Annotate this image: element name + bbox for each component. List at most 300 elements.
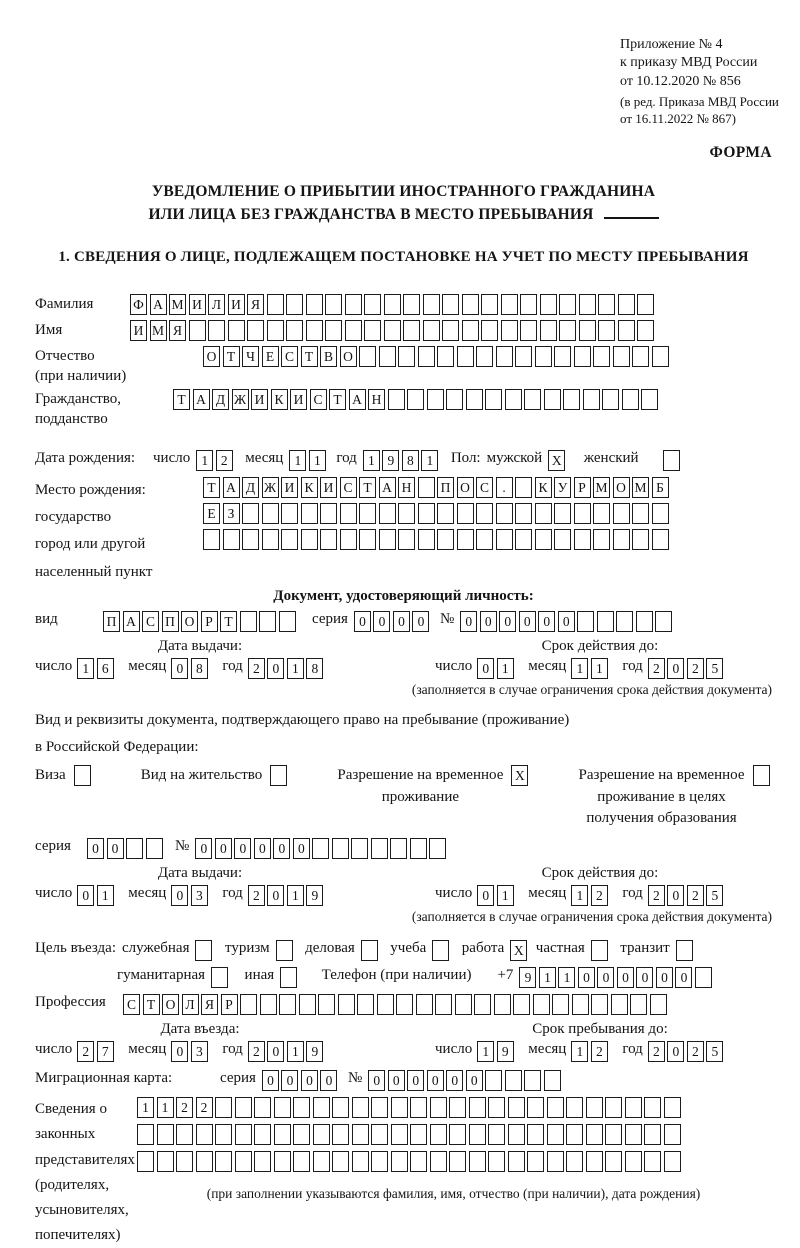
form-cell[interactable] [388,389,405,410]
form-cell[interactable]: 0 [301,1070,318,1091]
form-cell[interactable] [535,503,552,524]
form-cell[interactable] [524,389,541,410]
form-cell[interactable]: 0 [281,1070,298,1091]
form-cell[interactable] [616,611,633,632]
form-cell[interactable] [361,940,378,961]
form-cell[interactable]: С [310,389,327,410]
form-cell[interactable]: 0 [293,838,310,859]
form-cell[interactable] [293,1151,310,1172]
form-cell[interactable] [352,1151,369,1172]
form-cell[interactable]: 7 [97,1041,114,1062]
form-cell[interactable] [469,1151,486,1172]
form-cell[interactable] [262,529,279,550]
form-cell[interactable] [622,389,639,410]
form-cell[interactable]: 2 [648,1041,665,1062]
form-cell[interactable]: А [193,389,210,410]
form-cell[interactable]: М [150,320,167,341]
form-cell[interactable]: 9 [519,967,536,988]
form-cell[interactable]: 0 [656,967,673,988]
form-cell[interactable]: 5 [706,885,723,906]
form-cell[interactable]: 0 [519,611,536,632]
form-cell[interactable] [418,346,435,367]
form-cell[interactable]: 0 [466,1070,483,1091]
form-cell[interactable]: 2 [648,658,665,679]
form-cell[interactable] [157,1124,174,1145]
form-cell[interactable] [574,346,591,367]
form-cell[interactable] [485,1070,502,1091]
form-cell[interactable] [593,529,610,550]
form-cell[interactable] [515,346,532,367]
form-cell[interactable] [377,994,394,1015]
form-cell[interactable]: И [228,294,245,315]
form-cell[interactable]: О [340,346,357,367]
form-cell[interactable] [618,320,635,341]
form-cell[interactable]: Б [652,477,669,498]
form-cell[interactable] [462,294,479,315]
form-cell[interactable] [228,320,245,341]
form-cell[interactable]: 9 [306,885,323,906]
form-cell[interactable]: 1 [591,658,608,679]
form-cell[interactable]: 9 [382,450,399,471]
form-cell[interactable] [457,503,474,524]
form-cell[interactable] [371,838,388,859]
form-cell[interactable] [591,994,608,1015]
form-cell[interactable] [274,1124,291,1145]
form-cell[interactable] [535,529,552,550]
form-cell[interactable]: 2 [176,1097,193,1118]
form-cell[interactable]: 8 [191,658,208,679]
form-cell[interactable]: 0 [538,611,555,632]
form-cell[interactable] [215,1097,232,1118]
form-cell[interactable] [313,1124,330,1145]
form-cell[interactable]: Т [301,346,318,367]
form-cell[interactable]: 1 [289,450,306,471]
form-cell[interactable] [540,320,557,341]
form-cell[interactable] [469,1124,486,1145]
form-cell[interactable]: Я [247,294,264,315]
form-cell[interactable]: О [203,346,220,367]
form-cell[interactable]: 9 [306,1041,323,1062]
form-cell[interactable] [286,320,303,341]
form-cell[interactable]: П [162,611,179,632]
form-cell[interactable] [423,294,440,315]
form-cell[interactable] [508,1097,525,1118]
form-cell[interactable] [313,1151,330,1172]
form-cell[interactable]: К [535,477,552,498]
form-cell[interactable]: 1 [287,658,304,679]
form-cell[interactable] [586,1124,603,1145]
form-cell[interactable] [320,529,337,550]
form-cell[interactable]: 0 [477,885,494,906]
form-cell[interactable] [641,389,658,410]
form-cell[interactable] [457,346,474,367]
form-cell[interactable]: Ж [262,477,279,498]
form-cell[interactable]: 0 [388,1070,405,1091]
form-cell[interactable] [267,294,284,315]
form-cell[interactable]: 8 [402,450,419,471]
form-cell[interactable] [418,503,435,524]
form-cell[interactable] [462,320,479,341]
form-cell[interactable] [262,503,279,524]
form-cell[interactable] [644,1097,661,1118]
form-cell[interactable]: 0 [195,838,212,859]
form-cell[interactable] [176,1124,193,1145]
form-cell[interactable] [338,994,355,1015]
form-cell[interactable] [524,1070,541,1091]
form-cell[interactable] [655,611,672,632]
form-cell[interactable] [416,994,433,1015]
form-cell[interactable] [632,503,649,524]
form-cell[interactable] [379,529,396,550]
form-cell[interactable] [591,940,608,961]
form-cell[interactable]: Т [223,346,240,367]
form-cell[interactable] [126,838,143,859]
form-cell[interactable] [371,1151,388,1172]
form-cell[interactable]: П [437,477,454,498]
form-cell[interactable]: 1 [571,885,588,906]
form-cell[interactable] [306,294,323,315]
form-cell[interactable] [254,1151,271,1172]
form-cell[interactable] [501,294,518,315]
form-cell[interactable] [535,346,552,367]
form-cell[interactable] [340,503,357,524]
form-cell[interactable] [515,477,532,498]
form-cell[interactable]: 0 [412,611,429,632]
form-cell[interactable] [74,765,91,786]
form-cell[interactable] [566,1097,583,1118]
form-cell[interactable]: 1 [539,967,556,988]
form-cell[interactable] [235,1151,252,1172]
form-cell[interactable] [403,320,420,341]
form-cell[interactable]: С [123,994,140,1015]
form-cell[interactable]: И [320,477,337,498]
form-cell[interactable] [520,294,537,315]
form-cell[interactable]: 1 [309,450,326,471]
form-cell[interactable] [554,529,571,550]
form-cell[interactable]: У [554,477,571,498]
form-cell[interactable] [254,1124,271,1145]
form-cell[interactable] [240,611,257,632]
form-cell[interactable] [455,994,472,1015]
form-cell[interactable] [508,1151,525,1172]
form-cell[interactable]: 0 [215,838,232,859]
form-cell[interactable] [430,1124,447,1145]
form-cell[interactable]: М [632,477,649,498]
form-cell[interactable] [137,1151,154,1172]
form-cell[interactable]: 0 [407,1070,424,1091]
form-cell[interactable] [211,967,228,988]
form-cell[interactable] [496,346,513,367]
form-cell[interactable] [650,994,667,1015]
form-cell[interactable]: Н [398,477,415,498]
form-cell[interactable]: Л [208,294,225,315]
form-cell[interactable]: С [142,611,159,632]
form-cell[interactable]: 3 [191,885,208,906]
form-cell[interactable] [547,1097,564,1118]
form-cell[interactable] [203,529,220,550]
form-cell[interactable]: 0 [254,838,271,859]
form-cell[interactable]: 0 [234,838,251,859]
form-cell[interactable] [351,838,368,859]
form-cell[interactable]: Я [169,320,186,341]
form-cell[interactable] [340,529,357,550]
form-cell[interactable]: 2 [687,658,704,679]
form-cell[interactable] [644,1151,661,1172]
form-cell[interactable] [598,294,615,315]
form-cell[interactable]: И [130,320,147,341]
form-cell[interactable]: 0 [171,885,188,906]
form-cell[interactable] [359,529,376,550]
form-cell[interactable]: 0 [171,1041,188,1062]
form-cell[interactable]: 2 [687,885,704,906]
form-cell[interactable] [254,1097,271,1118]
form-cell[interactable] [435,994,452,1015]
form-cell[interactable] [449,1151,466,1172]
form-cell[interactable] [320,503,337,524]
form-cell[interactable] [279,994,296,1015]
form-cell[interactable]: С [476,477,493,498]
form-cell[interactable] [577,611,594,632]
form-cell[interactable] [625,1124,642,1145]
form-cell[interactable] [407,389,424,410]
form-cell[interactable] [586,1151,603,1172]
form-cell[interactable]: 1 [287,1041,304,1062]
form-cell[interactable] [432,940,449,961]
form-cell[interactable] [552,994,569,1015]
form-cell[interactable] [301,503,318,524]
form-cell[interactable] [332,1124,349,1145]
form-cell[interactable] [544,389,561,410]
form-cell[interactable] [391,1151,408,1172]
form-cell[interactable] [223,529,240,550]
form-cell[interactable] [270,765,287,786]
form-cell[interactable]: И [251,389,268,410]
form-cell[interactable] [410,1097,427,1118]
form-cell[interactable] [515,529,532,550]
form-cell[interactable] [318,994,335,1015]
form-cell[interactable] [352,1124,369,1145]
form-cell[interactable]: 0 [87,838,104,859]
form-cell[interactable] [280,967,297,988]
form-cell[interactable] [274,1151,291,1172]
form-cell[interactable] [554,503,571,524]
form-cell[interactable] [494,994,511,1015]
form-cell[interactable] [359,346,376,367]
form-cell[interactable]: 0 [354,611,371,632]
form-cell[interactable] [579,320,596,341]
form-cell[interactable]: Е [203,503,220,524]
form-cell[interactable]: . [496,477,513,498]
form-cell[interactable]: Ж [232,389,249,410]
form-cell[interactable] [457,529,474,550]
form-cell[interactable] [429,838,446,859]
form-cell[interactable]: 0 [267,885,284,906]
form-cell[interactable]: Д [242,477,259,498]
form-cell[interactable] [527,1151,544,1172]
form-cell[interactable] [137,1124,154,1145]
form-cell[interactable] [281,529,298,550]
form-cell[interactable] [301,529,318,550]
form-cell[interactable] [410,1124,427,1145]
form-cell[interactable]: 2 [248,1041,265,1062]
form-cell[interactable] [574,503,591,524]
form-cell[interactable] [371,1124,388,1145]
form-cell[interactable] [437,346,454,367]
form-cell[interactable]: А [223,477,240,498]
form-cell[interactable] [189,320,206,341]
form-cell[interactable]: 2 [216,450,233,471]
form-cell[interactable] [664,1124,681,1145]
form-cell[interactable] [505,389,522,410]
form-cell[interactable] [176,1151,193,1172]
form-cell[interactable]: 2 [648,885,665,906]
form-cell[interactable] [630,994,647,1015]
form-cell[interactable] [593,503,610,524]
form-cell[interactable] [260,994,277,1015]
form-cell[interactable] [637,294,654,315]
form-cell[interactable] [364,294,381,315]
form-cell[interactable] [430,1097,447,1118]
form-cell[interactable]: М [593,477,610,498]
form-cell[interactable]: 0 [267,658,284,679]
form-cell[interactable] [485,389,502,410]
form-cell[interactable] [418,529,435,550]
form-cell[interactable]: 1 [477,1041,494,1062]
form-cell[interactable]: 2 [77,1041,94,1062]
form-cell[interactable]: 0 [636,967,653,988]
form-cell[interactable] [379,346,396,367]
form-cell[interactable] [391,1097,408,1118]
form-cell[interactable]: С [340,477,357,498]
form-cell[interactable] [586,1097,603,1118]
form-cell[interactable] [281,503,298,524]
form-cell[interactable] [332,1097,349,1118]
form-cell[interactable] [449,1124,466,1145]
form-cell[interactable] [391,1124,408,1145]
form-cell[interactable] [508,1124,525,1145]
form-cell[interactable] [384,320,401,341]
form-cell[interactable] [625,1097,642,1118]
form-cell[interactable]: К [301,477,318,498]
form-cell[interactable]: 0 [107,838,124,859]
form-cell[interactable] [267,320,284,341]
form-cell[interactable] [527,1124,544,1145]
form-cell[interactable]: Т [220,611,237,632]
form-cell[interactable]: 0 [597,967,614,988]
form-cell[interactable] [215,1151,232,1172]
form-cell[interactable] [540,294,557,315]
form-cell[interactable]: А [150,294,167,315]
form-cell[interactable] [501,320,518,341]
form-cell[interactable]: X [511,765,528,786]
form-cell[interactable]: 0 [77,885,94,906]
form-cell[interactable]: Ф [130,294,147,315]
form-cell[interactable]: 1 [137,1097,154,1118]
form-cell[interactable]: 5 [706,658,723,679]
form-cell[interactable] [312,838,329,859]
form-cell[interactable] [403,294,420,315]
form-cell[interactable] [618,294,635,315]
form-cell[interactable] [398,529,415,550]
form-cell[interactable] [423,320,440,341]
form-cell[interactable] [313,1097,330,1118]
form-cell[interactable]: 1 [196,450,213,471]
form-cell[interactable] [481,294,498,315]
form-cell[interactable]: 1 [497,658,514,679]
form-cell[interactable] [146,838,163,859]
form-cell[interactable] [637,320,654,341]
form-cell[interactable]: 8 [306,658,323,679]
form-cell[interactable] [533,994,550,1015]
form-cell[interactable] [605,1097,622,1118]
form-cell[interactable] [488,1097,505,1118]
form-cell[interactable]: Ч [242,346,259,367]
form-cell[interactable] [476,346,493,367]
form-cell[interactable] [437,529,454,550]
form-cell[interactable] [398,346,415,367]
form-cell[interactable] [437,503,454,524]
form-cell[interactable] [345,294,362,315]
form-cell[interactable] [332,1151,349,1172]
form-cell[interactable] [613,529,630,550]
form-cell[interactable] [427,389,444,410]
form-cell[interactable] [195,940,212,961]
form-cell[interactable] [242,503,259,524]
form-cell[interactable] [664,1151,681,1172]
form-cell[interactable]: А [123,611,140,632]
form-cell[interactable]: 0 [267,1041,284,1062]
form-cell[interactable]: 0 [320,1070,337,1091]
form-cell[interactable]: 0 [368,1070,385,1091]
form-cell[interactable]: И [189,294,206,315]
form-cell[interactable] [583,389,600,410]
form-cell[interactable] [515,503,532,524]
form-cell[interactable] [242,529,259,550]
form-cell[interactable]: И [281,477,298,498]
form-cell[interactable] [384,294,401,315]
form-cell[interactable] [474,994,491,1015]
form-cell[interactable]: 1 [157,1097,174,1118]
form-cell[interactable] [488,1151,505,1172]
form-cell[interactable]: 0 [558,611,575,632]
form-cell[interactable]: 0 [262,1070,279,1091]
form-cell[interactable] [240,994,257,1015]
form-cell[interactable] [466,389,483,410]
form-cell[interactable]: Т [359,477,376,498]
form-cell[interactable]: 2 [591,1041,608,1062]
form-cell[interactable] [306,320,323,341]
form-cell[interactable]: 5 [706,1041,723,1062]
form-cell[interactable] [410,838,427,859]
form-cell[interactable] [636,611,653,632]
form-cell[interactable] [325,320,342,341]
form-cell[interactable]: 0 [446,1070,463,1091]
form-cell[interactable] [446,389,463,410]
form-cell[interactable] [352,1097,369,1118]
form-cell[interactable] [547,1151,564,1172]
form-cell[interactable]: Я [201,994,218,1015]
form-cell[interactable] [632,346,649,367]
form-cell[interactable]: 0 [667,885,684,906]
form-cell[interactable] [235,1097,252,1118]
form-cell[interactable] [611,994,628,1015]
form-cell[interactable] [286,294,303,315]
form-cell[interactable] [442,320,459,341]
form-cell[interactable] [613,346,630,367]
form-cell[interactable]: 2 [248,885,265,906]
form-cell[interactable] [547,1124,564,1145]
form-cell[interactable] [566,1151,583,1172]
